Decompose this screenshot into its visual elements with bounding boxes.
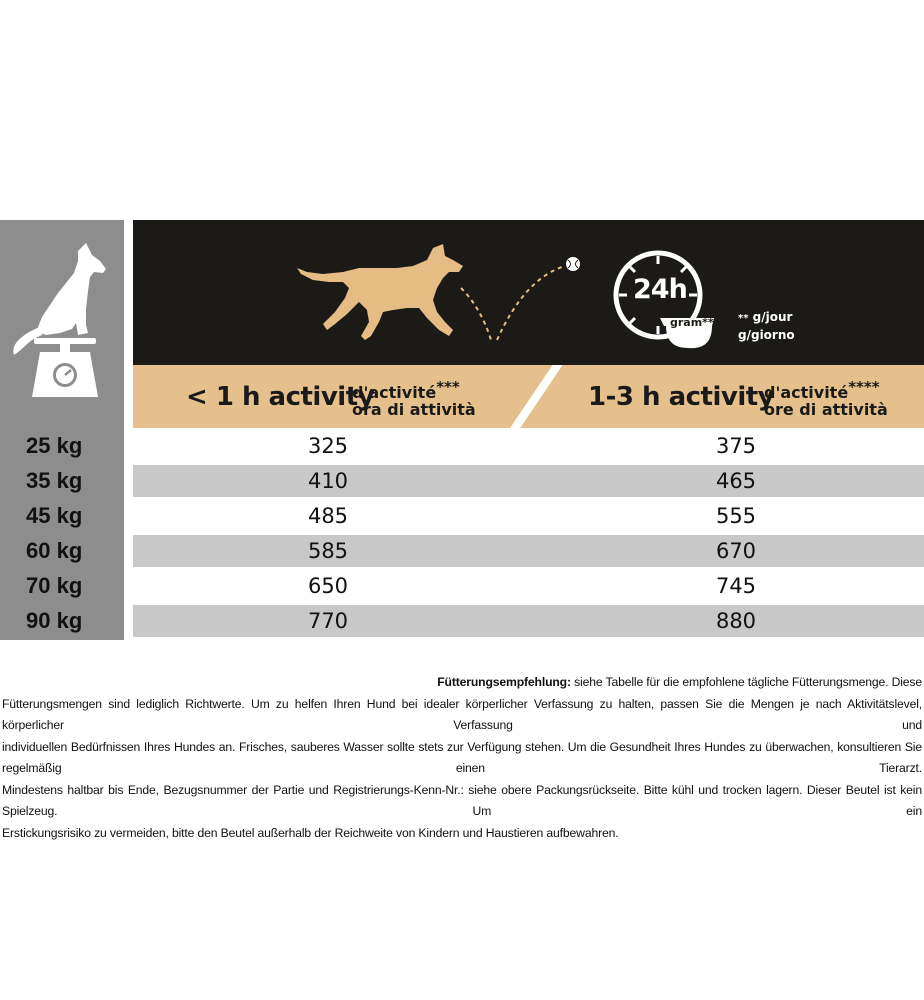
low-activity-value: 325 xyxy=(307,434,349,458)
low-activity-value: 650 xyxy=(307,574,349,598)
note-line-4: Mindestens haltbar bis Ende, Bezugsnummer der Partie und Registrierungs-Kenn-Nr.: siehe obere Packungsrückseite. Bitte kühl und trocken lagern. Dieser Beutel ist kein Spielzeug. Um ein xyxy=(2,782,922,818)
weight-label: 60 kg xyxy=(26,538,83,563)
high-activity-value: 880 xyxy=(715,609,757,633)
feeding-note xyxy=(2,672,922,844)
table-row xyxy=(133,570,924,602)
low-activity-value: 485 xyxy=(307,504,349,528)
note-line-5: Erstickungsrisiko zu vermeiden, bitte den Beutel außerhalb der Reichweite von Kindern und Haustieren aufbewahren. xyxy=(2,825,619,840)
note-line-2: Fütterungsmengen sind lediglich Richtwerte. Um zu helfen Ihren Hund bei idealer körperlicher Verfassung zu halten, passen Sie die Mengen je nach Aktivitätslevel, körperlicher Verfassung und xyxy=(2,696,922,732)
col1-sub2: ora di attività xyxy=(352,400,476,419)
running-dog-icon xyxy=(293,238,473,348)
gram-label: gram** xyxy=(670,316,714,329)
col1-title: < 1 h activity xyxy=(186,382,375,412)
table-row xyxy=(133,465,924,497)
table-row xyxy=(133,535,924,567)
dog-on-scale-icon xyxy=(0,225,124,405)
header-divider xyxy=(499,365,570,428)
table-row xyxy=(133,500,924,532)
weight-label: 45 kg xyxy=(26,503,83,528)
col2-sub1: d'activité xyxy=(764,383,849,402)
low-activity-value: 585 xyxy=(307,539,349,563)
header-icons-band xyxy=(133,220,924,365)
note-bold-label: Fütterungsempfehlung: xyxy=(437,675,571,689)
unit-line2: g/giorno xyxy=(738,328,795,342)
note-line-3: individuellen Bedürfnissen Ihres Hundes an. Frisches, sauberes Wasser sollte stets zur Verfügung stehen. Um die Gesundheit Ihres Hundes zu überwachen, konsultieren Sie regelmäßig einen Tierarzt. xyxy=(2,739,922,775)
clock-24h-label: 24h xyxy=(633,274,687,305)
note-line1-rest: siehe Tabelle für die empfohlene tägliche Fütterungsmenge. Diese xyxy=(570,675,922,689)
high-activity-value: 670 xyxy=(715,539,757,563)
weight-label: 25 kg xyxy=(26,433,83,458)
col1-sub1-stars: *** xyxy=(436,378,460,396)
high-activity-value: 375 xyxy=(715,434,757,458)
note-line-1 xyxy=(2,672,922,694)
high-activity-value: 465 xyxy=(715,469,757,493)
ball-trajectory-icon xyxy=(455,248,595,358)
col2-title: 1-3 h activity xyxy=(588,382,775,412)
col2-subtitle xyxy=(764,379,888,418)
high-activity-value: 555 xyxy=(715,504,757,528)
col2-sub2: ore di attività xyxy=(764,400,888,419)
table-row xyxy=(133,430,924,462)
unit-label xyxy=(738,309,795,343)
col1-sub1: d'activité xyxy=(352,383,437,402)
col1-subtitle xyxy=(352,379,476,418)
col2-sub1-stars: **** xyxy=(848,378,880,396)
weight-label: 35 kg xyxy=(26,468,83,493)
low-activity-value: 410 xyxy=(307,469,349,493)
weight-label: 70 kg xyxy=(26,573,83,598)
high-activity-value: 745 xyxy=(715,574,757,598)
low-activity-value: 770 xyxy=(307,609,349,633)
table-row xyxy=(133,605,924,637)
unit-line1: g/jour xyxy=(752,310,793,324)
weight-label: 90 kg xyxy=(26,608,83,633)
unit-stars: ** xyxy=(738,313,749,324)
